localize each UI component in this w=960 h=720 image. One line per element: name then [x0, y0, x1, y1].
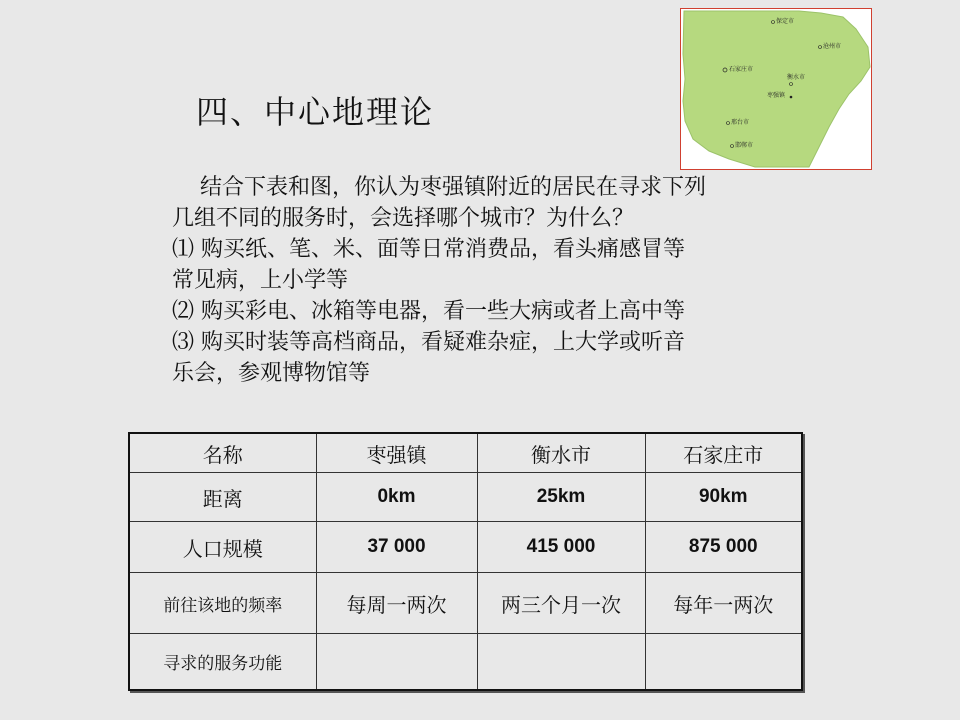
city-dot-zaoqiang [790, 96, 793, 99]
header-cell-name: 名称 [129, 433, 316, 473]
city-label-cangzhou: 沧州市 [823, 43, 842, 50]
table-row-frequency [129, 573, 802, 634]
table-row-service-function [129, 634, 802, 691]
city-label-baoding: 保定市 [776, 18, 795, 25]
table-cell: 两三个月一次 [477, 573, 645, 634]
city-label-shijiazhuang: 石家庄市 [729, 66, 754, 73]
row-label-population: 人口规模 [129, 522, 316, 573]
map-fill [683, 11, 870, 167]
question-line: 几组不同的服务时，会选择哪个城市？为什么？ [172, 206, 635, 231]
table-cell: 0km [316, 473, 477, 522]
table-cell-empty [316, 634, 477, 691]
table-header-row [129, 433, 802, 473]
table-cell-empty [645, 634, 802, 691]
row-label-distance: 距离 [129, 473, 316, 522]
table-cell: 37 000 [316, 522, 477, 573]
row-label-frequency: 前往该地的频率 [129, 573, 316, 634]
question-line: 结合下表和图，你认为枣强镇附近的居民在寻求下列 [200, 175, 707, 200]
question-item-2: ⑵ 购买彩电、冰箱等电器，看一些大病或者上高中等 [172, 299, 685, 324]
city-comparison-table [128, 432, 803, 691]
table-row-distance [129, 473, 802, 522]
city-label-handan: 邯郸市 [735, 142, 754, 149]
city-label-hengshui: 衡水市 [787, 74, 806, 81]
question-item-1: ⑴ 购买纸、笔、米、面等日常消费品，看头痛感冒等 [172, 237, 685, 262]
question-line: 常见病，上小学等 [172, 268, 349, 293]
table-row-population [129, 522, 802, 573]
question-text [172, 172, 822, 389]
table-cell: 90km [645, 473, 802, 522]
table-cell: 875 000 [645, 522, 802, 573]
header-cell-hengshui: 衡水市 [477, 433, 645, 473]
table-cell: 每年一两次 [645, 573, 802, 634]
question-line: 乐会，参观博物馆等 [172, 361, 371, 386]
table-cell: 25km [477, 473, 645, 522]
header-cell-shijiazhuang: 石家庄市 [645, 433, 802, 473]
hebei-region-map [680, 8, 872, 170]
map-region-shape [681, 9, 871, 169]
table-cell-empty [477, 634, 645, 691]
slide-title: 四、中心地理论 [196, 93, 435, 131]
table-cell: 415 000 [477, 522, 645, 573]
question-item-3: ⑶ 购买时装等高档商品，看疑难杂症，上大学或听音 [172, 330, 685, 355]
header-cell-zaoqiang: 枣强镇 [316, 433, 477, 473]
city-label-zaoqiang: 枣强镇 [767, 92, 786, 99]
row-label-service-function: 寻求的服务功能 [129, 634, 316, 691]
table-cell: 每周一两次 [316, 573, 477, 634]
city-label-xingtai: 邢台市 [731, 119, 750, 126]
